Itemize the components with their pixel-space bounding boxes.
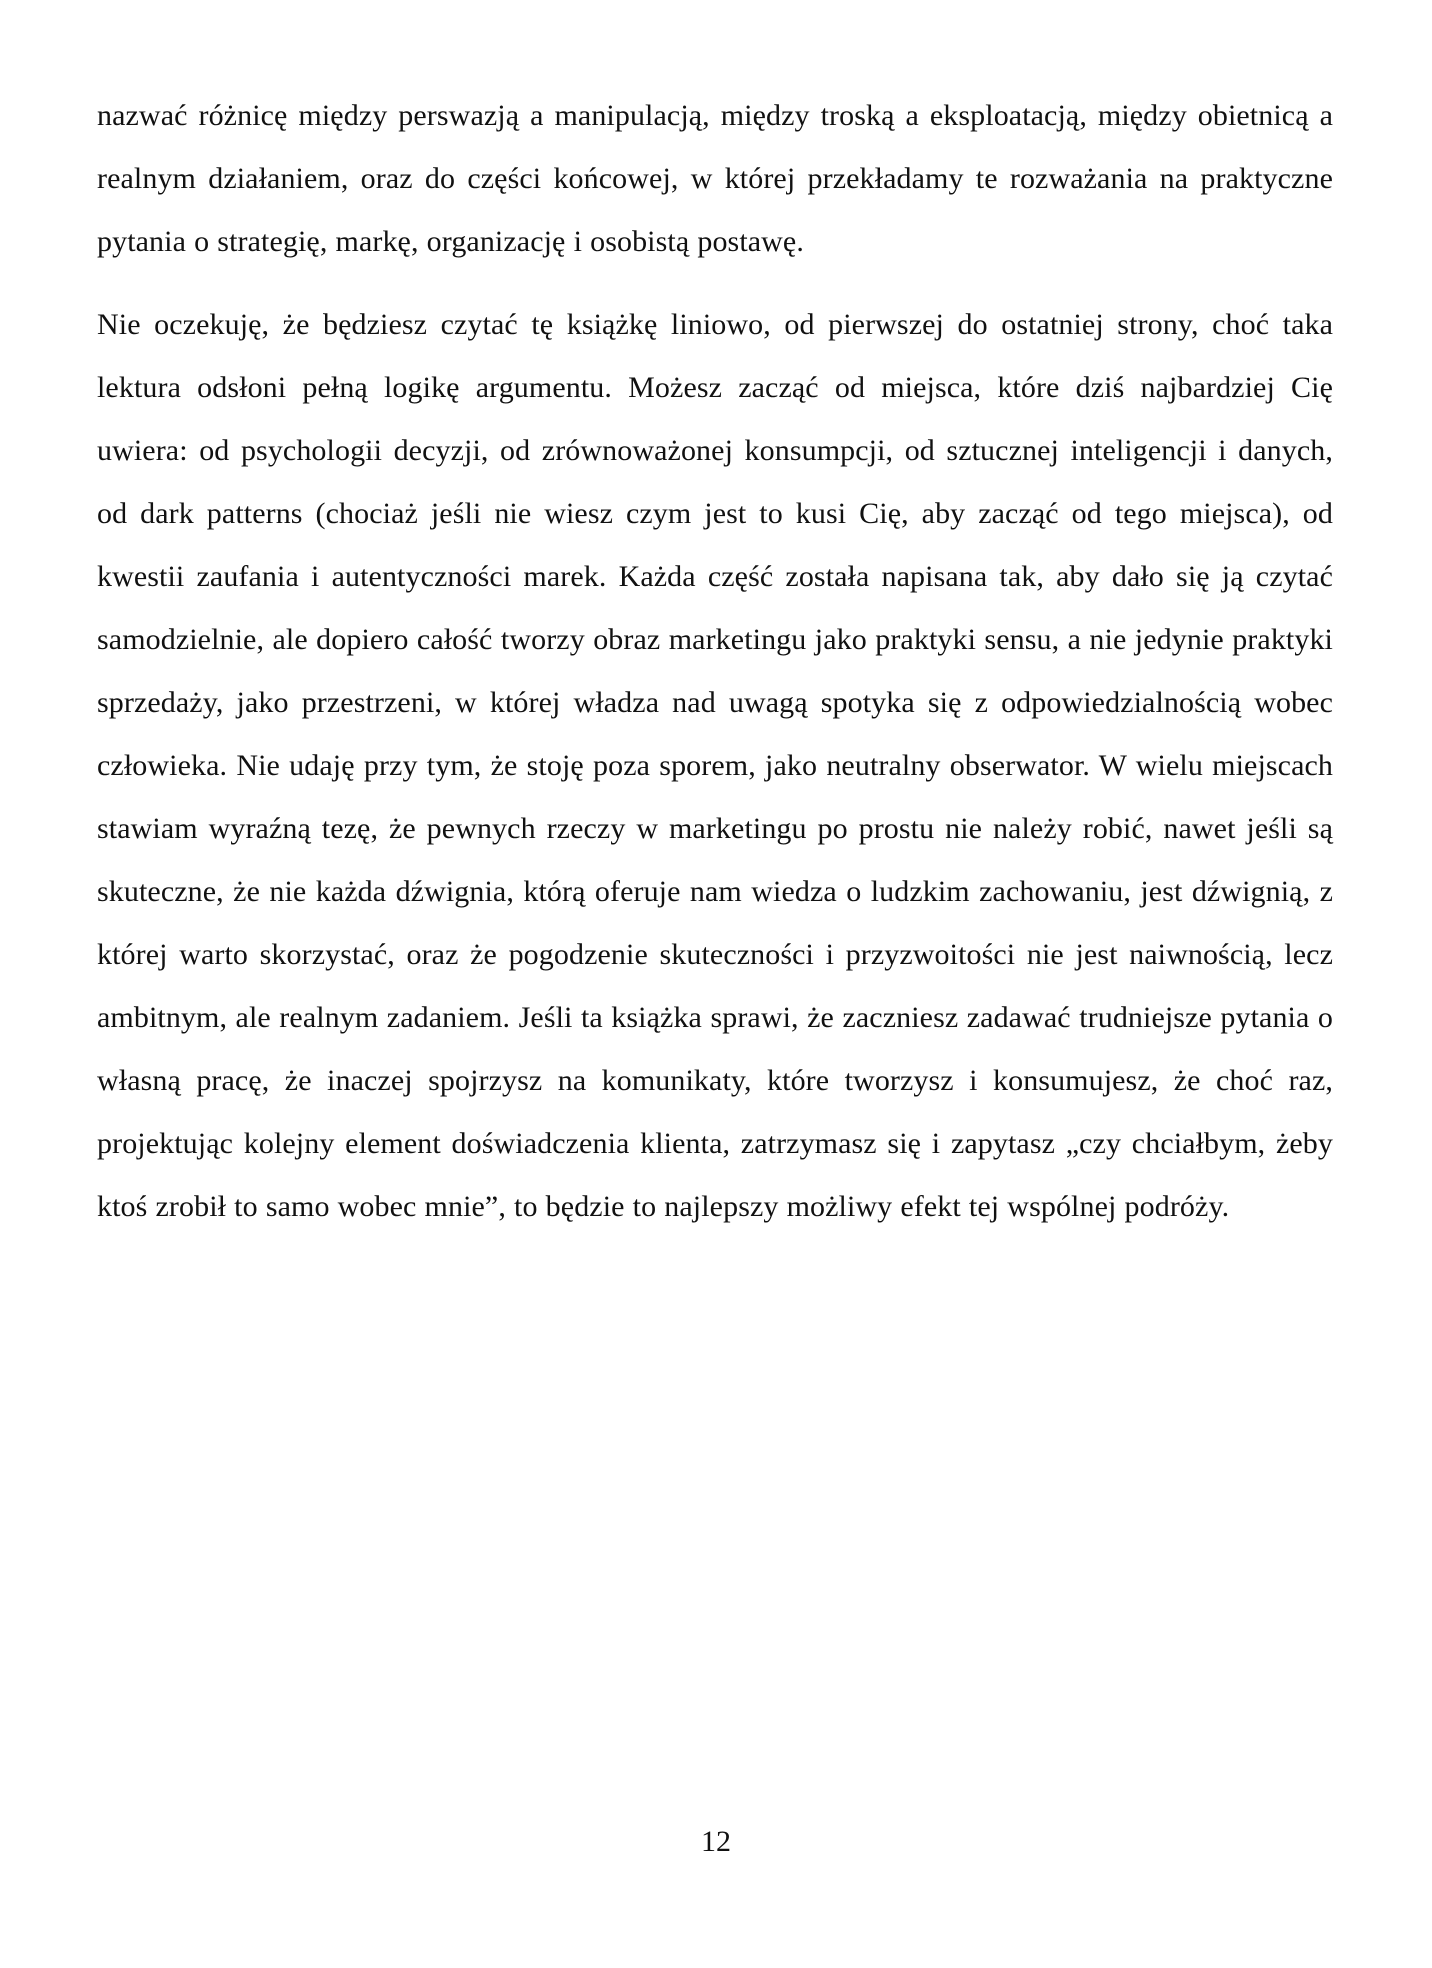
paragraph-2: Nie oczekuję, że będziesz czytać tę książkę liniowo, od pierwszej do ostatniej strony, choć taka lektura odsłoni pełną logikę argumentu. Możesz zacząć od miejsca, które dziś najbardziej Cię uwiera: od psychologii decyzji, od zrównoważonej konsumpcji, od sztucznej inteligencji i danych, od dark patterns (chociaż jeśli nie wiesz czym jest to kusi Cię, aby zacząć od tego miejsca), od kwestii zaufania i autentyczności marek. Każda część została napisana tak, aby dało się ją czytać samodzielnie, ale dopiero całość tworzy obraz marketingu jako praktyki sensu, a nie jedynie praktyki sprzedaży, jako przestrzeni, w której władza nad uwagą spotyka się z odpowiedzialnością wobec człowieka. Nie udaję przy tym, że stoję poza sporem, jako neutralny obserwator. W wielu miejscach stawiam wyraźną tezę, że pewnych rzeczy w marketingu po prostu nie należy robić, nawet jeśli są skuteczne, że nie każda dźwignia, którą oferuje nam wiedza o ludzkim zachowaniu, jest dźwignią, z której warto skorzystać, oraz że pogodzenie skuteczności i przyzwoitości nie jest naiwnością, lecz ambitnym, ale realnym zadaniem. Jeśli ta książka sprawi, że zaczniesz zadawać trudniejsze pytania o własną pracę, że inaczej spojrzysz na komunikaty, które tworzysz i konsumujesz, że choć raz, projektując kolejny element doświadczenia klienta, zatrzymasz się i zapytasz „czy chciałbym, żeby ktoś zrobił to samo wobec mnie”, to będzie to najlepszy możliwy efekt tej wspólnej podróży. — [97, 308, 1333, 1223]
paragraph-1: nazwać różnicę między perswazją a manipulacją, między troską a eksploatacją, między obietnicą a realnym działaniem, oraz do części końcowej, w której przekładamy te rozważania na praktyczne pytania o strategię, markę, organizację i osobistą postawę. — [97, 99, 1333, 258]
page-number: 12 — [701, 1825, 731, 1858]
page-body — [97, 84, 1333, 1238]
